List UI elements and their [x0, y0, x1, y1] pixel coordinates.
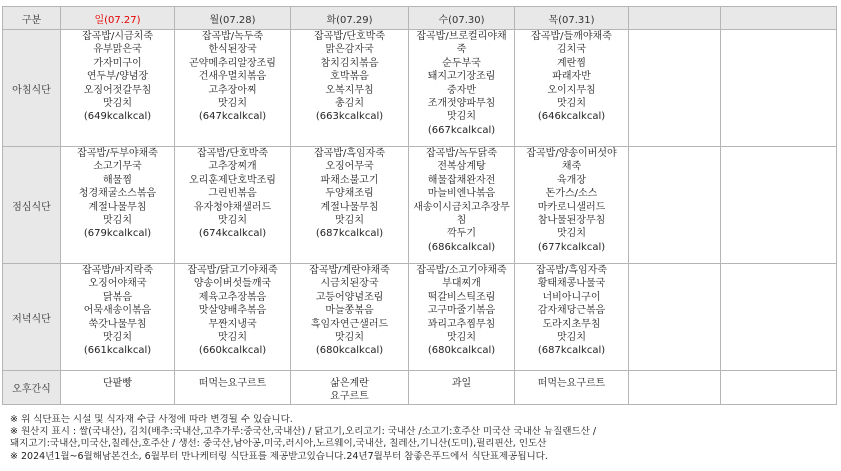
menu-item: 청경채굴소스볶음	[78, 188, 157, 200]
menu-item: 파채소불고기	[320, 174, 379, 186]
menu-cell	[409, 264, 515, 371]
note-line: ※ 원산지 표시 : 쌀(국내산), 김치(배추:국내산,고추가루:중국산,국내산) / 닭고기,오리고기: 국내산 /소고기:호주산 미국산 국내산 뉴질랜드산 /	[10, 426, 597, 438]
empty-header-1	[629, 7, 721, 30]
menu-item: 참치김치볶음	[320, 57, 379, 69]
menu-item: 유부맑은국	[93, 44, 142, 56]
menu-item: 잡곡밥/두부야채죽	[77, 148, 158, 159]
menu-item: 맑은감자국	[325, 44, 374, 56]
menu-cell	[175, 264, 291, 371]
menu-item: 잡곡밥/흑임자죽	[536, 265, 607, 276]
menu-item: 새송이시금치고추장무	[413, 201, 510, 213]
menu-item: 잡곡밥/소고기야채죽	[416, 265, 507, 276]
menu-item: 조개젓양파무침	[427, 98, 496, 110]
menu-item: (686kcalkcal)	[427, 241, 496, 253]
menu-item: 단팥빵	[103, 378, 132, 389]
note-line: 돼지고기:국내산,미국산,칠레산,호주산 / 생선: 중국산,남아공,미국,러시아,노르웨이,국내산, 칠레산,기니산(도미),필리핀산, 인도산	[10, 438, 547, 450]
menu-item: 맛김치	[335, 332, 364, 344]
menu-item: (647kcalkcal)	[198, 111, 267, 123]
menu-item: 떠먹는요구르트	[537, 378, 606, 389]
menu-item: (674kcalkcal)	[198, 228, 267, 240]
menu-item: 시금치된장국	[320, 278, 379, 290]
menu-item: 잡곡밥/단호박죽	[197, 148, 268, 159]
menu-item: 가자미구이	[93, 57, 142, 69]
empty-cell	[629, 371, 721, 405]
menu-item: 소고기무국	[93, 161, 142, 173]
menu-item: 마늘쫑볶음	[325, 305, 374, 317]
day-header-monday: 월(07.28)	[175, 7, 291, 30]
menu-item: 계절나물무침	[88, 201, 147, 213]
menu-item: 돈가스/소스	[545, 188, 598, 200]
menu-item: (677kcalkcal)	[537, 241, 606, 253]
menu-cell	[291, 264, 409, 371]
menu-item: 계란찜	[557, 57, 586, 69]
menu-item: 꽈리고추찜무침	[427, 318, 496, 330]
menu-item: 너비아니구이	[542, 291, 601, 303]
menu-item: 계절나물무침	[320, 201, 379, 213]
menu-item: (663kcalkcal)	[315, 111, 384, 123]
menu-cell	[61, 147, 175, 264]
menu-item: 연두부/양념장	[86, 71, 149, 83]
menu-item: 맛살양배추볶음	[198, 305, 267, 317]
menu-item: 해물잡채완자전	[427, 174, 496, 186]
menu-item: (679kcalkcal)	[83, 228, 152, 240]
day-header-sunday: 일(07.27)	[61, 7, 175, 30]
menu-cell	[515, 371, 629, 405]
menu-item: 맛김치	[103, 215, 132, 227]
menu-item: 잡곡밥/시금치죽	[82, 31, 153, 42]
menu-item: 마늘비엔나볶음	[427, 188, 496, 200]
menu-item: 순두부국	[442, 57, 481, 69]
empty-cell	[721, 147, 837, 264]
menu-item: 그린빈볶음	[208, 188, 257, 200]
menu-item: 과일	[451, 378, 472, 389]
menu-item: 오징어무국	[325, 161, 374, 173]
empty-cell	[721, 30, 837, 147]
menu-cell	[61, 30, 175, 147]
menu-item: 요구르트	[330, 391, 369, 403]
menu-item: 유자청야채샐러드	[193, 201, 272, 213]
menu-cell	[409, 30, 515, 147]
menu-item: 해물찜	[103, 174, 132, 186]
menu-item: 어묵새송이볶음	[83, 305, 152, 317]
menu-item: 떠먹는요구르트	[198, 378, 267, 389]
menu-item: 쑥갓나물무침	[88, 318, 147, 330]
menu-item: 두양채조림	[325, 188, 374, 200]
menu-item: 감자채당근볶음	[537, 305, 606, 317]
menu-item: 건새우멸치볶음	[198, 71, 267, 83]
meal-row-label: 오후간식	[3, 371, 61, 405]
menu-item: 맛김치	[218, 215, 247, 227]
menu-item: (660kcalkcal)	[198, 345, 267, 357]
menu-item: 침	[456, 215, 467, 227]
menu-item: 오리훈제단호박조림	[189, 174, 276, 186]
menu-item: 총김치	[335, 98, 364, 110]
menu-item: 죽	[456, 44, 467, 56]
menu-item: 마카로니샐러드	[537, 201, 606, 213]
corner-header: 구분	[3, 7, 61, 30]
menu-item: 오이지무침	[547, 84, 596, 96]
menu-cell	[515, 147, 629, 264]
menu-item: 곤약메추리알장조림	[189, 57, 276, 69]
menu-cell	[175, 30, 291, 147]
menu-item: 참나물된장무침	[537, 215, 606, 227]
menu-item: 채죽	[561, 161, 582, 173]
menu-item: 삶은계란	[330, 378, 369, 389]
menu-item: 오징어젓갈무침	[83, 84, 152, 96]
menu-item: 잡곡밥/브로컬리야채	[416, 31, 507, 42]
menu-item: 떡갈비스틱조림	[427, 291, 496, 303]
menu-item: 중자반	[447, 84, 476, 96]
menu-item: 전복삼계탕	[437, 161, 486, 173]
header-row	[3, 7, 837, 30]
menu-item: 잡곡밥/단호박죽	[314, 31, 385, 42]
menu-item: 고등어양념조림	[315, 291, 384, 303]
menu-item: 한식된장국	[208, 44, 257, 56]
empty-cell	[629, 147, 721, 264]
menu-item: 돼지고기장조림	[427, 71, 496, 83]
menu-item: 도라지초무침	[542, 318, 601, 330]
menu-item: 흑임자연근샐러드	[310, 318, 389, 330]
menu-item: 잡곡밥/닭고기야채죽	[187, 265, 278, 276]
menu-item: 맛김치	[103, 98, 132, 110]
menu-item: 맛김치	[447, 332, 476, 344]
day-header-thursday: 목(07.31)	[515, 7, 629, 30]
menu-item: 잡곡밥/녹두닭죽	[426, 148, 497, 159]
menu-item: 잡곡밥/바지락죽	[82, 265, 153, 276]
note-line: ※ 위 식단표는 시설 및 식자재 수급 사정에 따라 변경될 수 있습니다.	[10, 414, 293, 425]
menu-item: 깍두기	[447, 228, 476, 240]
menu-item: (680kcalkcal)	[315, 345, 384, 357]
menu-item: 맛김치	[335, 215, 364, 227]
menu-item: 부대찌개	[442, 278, 481, 290]
menu-cell	[409, 147, 515, 264]
empty-cell	[721, 264, 837, 371]
note-line: ※ 2024년1월~6월해남본건소, 6월부터 만나케터링 식단표를 제공받고있습니다.24년7월부터 참좋은푸드에서 식단표제공됩니다.	[10, 450, 548, 462]
menu-cell	[61, 264, 175, 371]
menu-item: 맛김치	[103, 332, 132, 344]
breakfast-row	[3, 30, 837, 147]
menu-cell	[409, 371, 515, 405]
menu-item: 잡곡밥/계란야채죽	[309, 265, 390, 276]
menu-item: (646kcalkcal)	[537, 111, 606, 123]
menu-item: 김치국	[557, 44, 586, 56]
menu-cell	[175, 147, 291, 264]
menu-item: (687kcalkcal)	[315, 228, 384, 240]
snack-row	[3, 371, 837, 405]
menu-item: 호박볶음	[330, 71, 369, 83]
menu-item: 맛김치	[218, 332, 247, 344]
menu-cell	[515, 30, 629, 147]
menu-cell	[291, 147, 409, 264]
menu-item: 맛김치	[557, 98, 586, 110]
day-header-wednesday: 수(07.30)	[409, 7, 515, 30]
menu-item: (661kcalkcal)	[83, 345, 152, 357]
empty-header-2	[721, 7, 837, 30]
menu-item: 오복지무침	[325, 84, 374, 96]
menu-item: 잡곡밥/녹두죽	[201, 31, 264, 42]
empty-cell	[629, 30, 721, 147]
menu-item: 황태채콩나물국	[537, 278, 606, 290]
menu-item: 맛김치	[557, 332, 586, 344]
menu-item: 육개장	[557, 174, 586, 186]
menu-item: 잡곡밥/들깨야채죽	[531, 31, 612, 42]
menu-item: 고추장찌개	[208, 161, 257, 173]
lunch-row	[3, 147, 837, 264]
menu-item: 잡곡밥/양송이버섯야	[526, 148, 617, 159]
empty-cell	[721, 371, 837, 405]
meal-row-label: 아침식단	[3, 30, 61, 147]
menu-item: (667kcalkcal)	[427, 124, 496, 136]
menu-item: 고구마줄기볶음	[427, 305, 496, 317]
meal-row-label: 저녁식단	[3, 264, 61, 371]
meal-menu-table	[2, 6, 837, 405]
menu-cell	[175, 371, 291, 405]
menu-item: 오징어야채국	[88, 278, 147, 290]
menu-item: 무짠지냉국	[208, 318, 257, 330]
empty-cell	[629, 264, 721, 371]
menu-cell	[61, 371, 175, 405]
menu-cell	[291, 30, 409, 147]
menu-item: (680kcalkcal)	[427, 345, 496, 357]
menu-item: 맛김치	[557, 228, 586, 240]
day-header-tuesday: 화(07.29)	[291, 7, 409, 30]
dinner-row	[3, 264, 837, 371]
menu-item: 닭볶음	[103, 291, 132, 303]
menu-item: 양송이버섯들깨국	[193, 278, 272, 290]
notes-section	[10, 414, 836, 463]
menu-item: 제육고추장볶음	[198, 291, 267, 303]
menu-item: 맛김치	[218, 98, 247, 110]
menu-cell	[291, 371, 409, 405]
menu-item: 맛김치	[447, 111, 476, 123]
meal-row-label: 점심식단	[3, 147, 61, 264]
menu-item: 파래자반	[552, 71, 591, 83]
menu-item: (649kcalkcal)	[83, 111, 152, 123]
menu-item: (687kcalkcal)	[537, 345, 606, 357]
menu-item: 잡곡밥/흑임자죽	[314, 148, 385, 159]
menu-item: 고추장아찌	[208, 84, 257, 96]
menu-cell	[515, 264, 629, 371]
